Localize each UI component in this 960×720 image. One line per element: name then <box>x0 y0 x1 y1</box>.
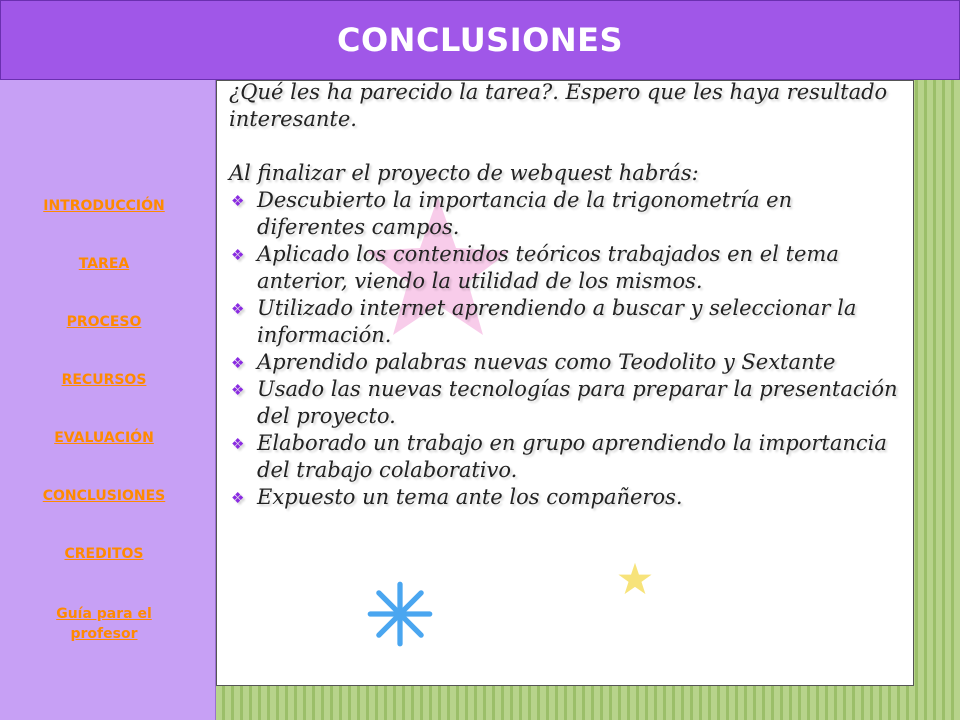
list-item: ❖ Usado las nuevas tecnologías para preparar la presentación del proyecto. <box>231 377 898 428</box>
conclusions-list <box>229 187 905 511</box>
nav-link-guia-profesor[interactable]: Guía para el profesor <box>56 606 152 642</box>
list-item: ❖ Utilizado internet aprendiendo a buscar y seleccionar la información. <box>231 296 857 347</box>
diamond-bullet-icon: ❖ <box>231 435 245 453</box>
sidebar-nav <box>0 198 208 662</box>
diamond-bullet-icon: ❖ <box>231 489 245 507</box>
intro-paragraph: ¿Qué les ha parecido la tarea?. Espero que les haya resultado interesante. <box>229 80 888 131</box>
yellow-star-decoration <box>617 561 653 597</box>
lead-paragraph: Al finalizar el proyecto de webquest habrás: <box>229 161 699 185</box>
content-panel <box>216 80 914 686</box>
nav-link-introduccion[interactable]: INTRODUCCIÓN <box>43 198 165 214</box>
list-item: ❖ Aplicado los contenidos teóricos trabajados en el tema anterior, viendo la utilidad de los mismos. <box>231 242 839 293</box>
diamond-bullet-icon: ❖ <box>231 192 245 210</box>
nav-link-recursos[interactable]: RECURSOS <box>61 372 147 388</box>
nav-link-tarea[interactable]: TAREA <box>78 256 130 272</box>
snowflake-decoration <box>367 581 433 647</box>
diamond-bullet-icon: ❖ <box>231 246 245 264</box>
nav-link-evaluacion[interactable]: EVALUACIÓN <box>54 430 154 446</box>
list-item: ❖ Descubierto la importancia de la trigonometría en diferentes campos. <box>231 188 793 239</box>
diamond-bullet-icon: ❖ <box>231 381 245 399</box>
diamond-bullet-icon: ❖ <box>231 354 245 372</box>
sidebar <box>0 80 216 720</box>
nav-link-proceso[interactable]: PROCESO <box>66 314 142 330</box>
conclusions-text <box>229 80 905 511</box>
list-item: ❖ Aprendido palabras nuevas como Teodolito y Sextante <box>229 349 905 376</box>
diamond-bullet-icon: ❖ <box>231 300 245 318</box>
nav-link-conclusiones[interactable]: CONCLUSIONES <box>42 488 166 504</box>
list-item: ❖ Elaborado un trabajo en grupo aprendiendo la importancia del trabajo colaborativo. <box>231 431 887 482</box>
header-banner <box>0 0 960 80</box>
page-title: CONCLUSIONES <box>336 21 624 59</box>
list-item: ❖ Expuesto un tema ante los compañeros. <box>229 484 905 511</box>
nav-link-creditos[interactable]: CREDITOS <box>64 546 144 562</box>
